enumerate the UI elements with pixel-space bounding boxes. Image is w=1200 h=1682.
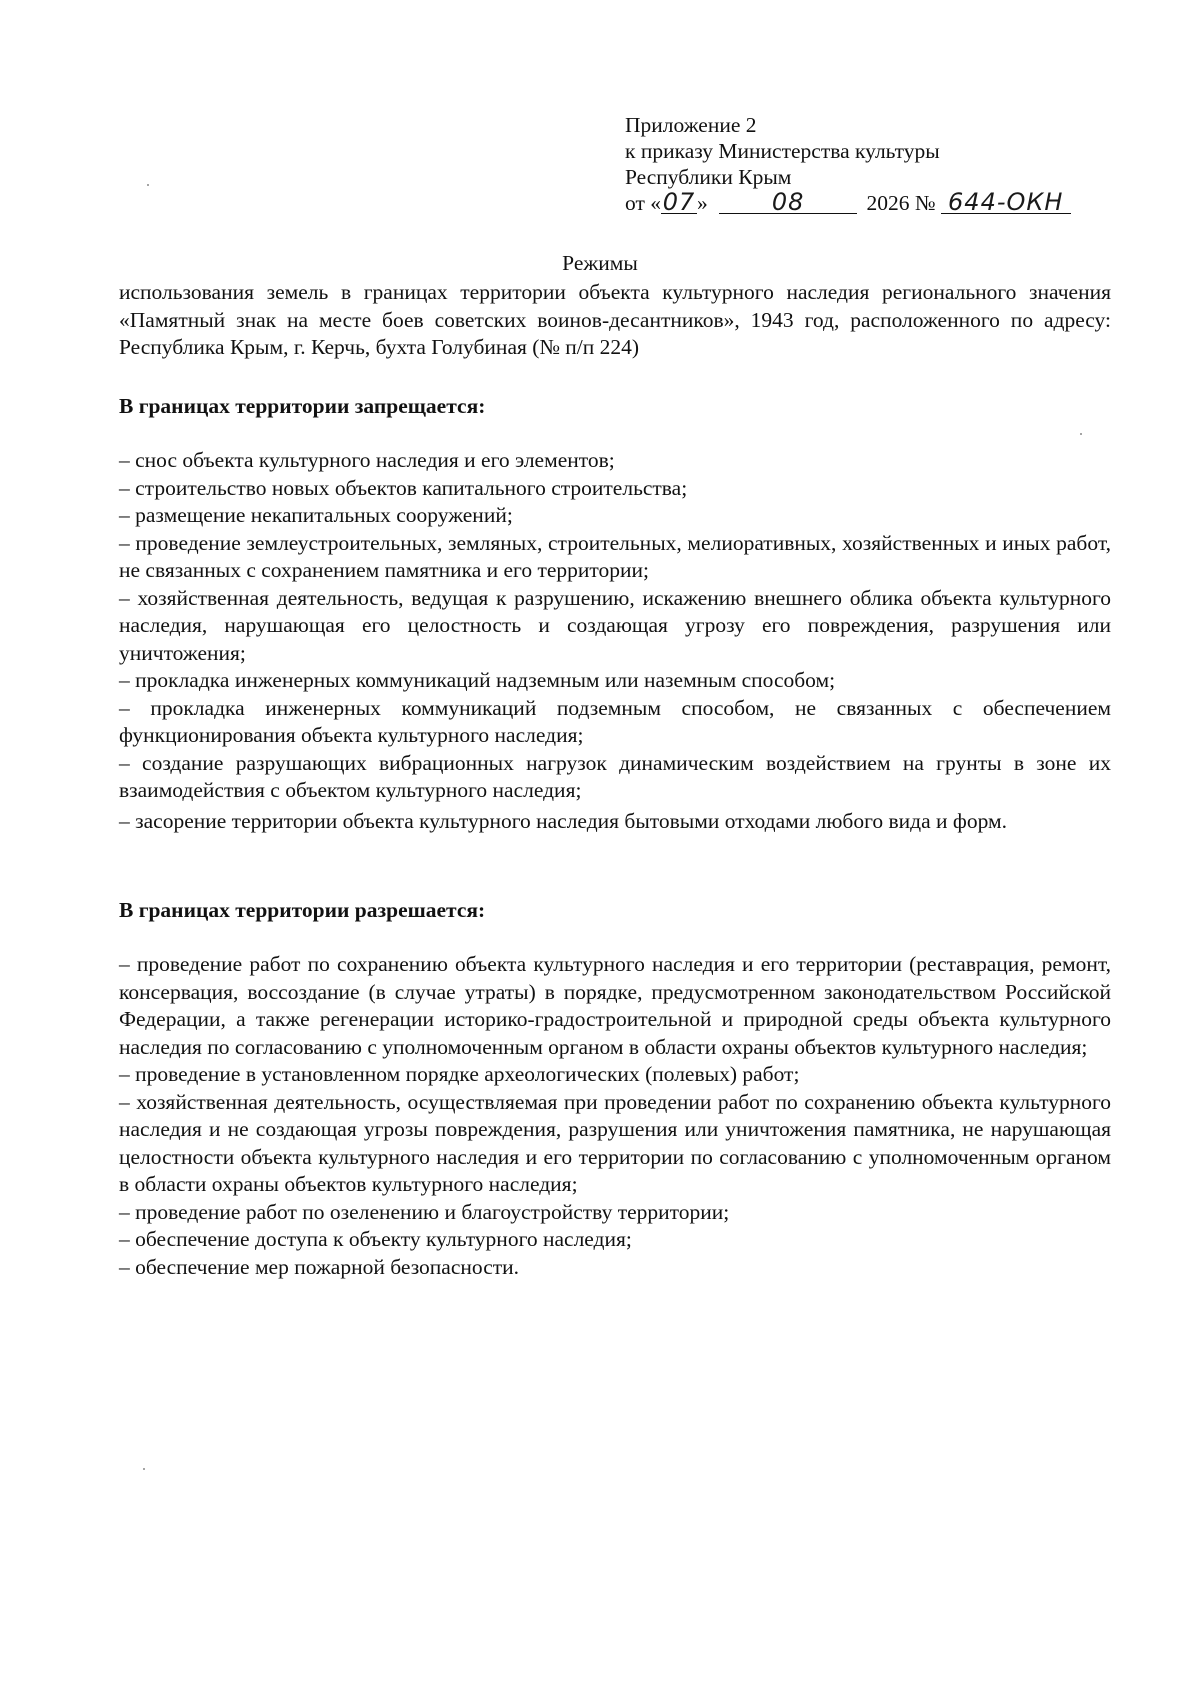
list-item: – обеспечение доступа к объекту культурного наследия;	[119, 1227, 632, 1251]
list-item: – засорение территории объекта культурного наследия бытовыми отходами любого вида и форм.	[119, 808, 1007, 833]
scan-speck	[143, 1468, 145, 1470]
order-number: 644-ОКН	[941, 191, 1071, 214]
appendix-issuer: Республики Крым	[625, 165, 792, 189]
list-item: – проведение в установленном порядке археологических (полевых) работ;	[119, 1062, 800, 1086]
order-month: 08	[719, 191, 857, 214]
list-item: – проведение землеустроительных, земляных, строительных, мелиоративных, хозяйственных и иных работ, не связанных с сохранением памятника и его территории;	[119, 530, 1111, 582]
appendix-order-reference: к приказу Министерства культуры	[625, 139, 940, 163]
subtitle-text: использования земель в границах территории объекта культурного наследия регионального значения «Памятный знак на месте боев советских воинов-десантников», 1943 год, расположенного по адресу: Республика Крым, г. Керчь, бухта Голубиная (№ п/п 224)	[119, 280, 1111, 359]
date-close: »	[697, 191, 708, 215]
list-item: – размещение некапитальных сооружений;	[119, 503, 513, 527]
list-item: – строительство новых объектов капитального строительства;	[119, 475, 688, 500]
order-year: 2026 №	[866, 191, 936, 215]
appendix-block	[625, 112, 1071, 220]
order-date-line	[625, 190, 1071, 220]
permitted-heading: В границах территории разрешается:	[119, 898, 486, 922]
list-item: – прокладка инженерных коммуникаций подземным способом, не связанных с обеспечением функционирования объекта культурного наследия;	[119, 695, 1111, 747]
list-item: – прокладка инженерных коммуникаций надземным или наземным способом;	[119, 668, 836, 692]
appendix-number: Приложение 2	[625, 113, 757, 137]
list-item: – проведение работ по озеленению и благоустройству территории;	[119, 1199, 730, 1224]
document-subtitle	[119, 279, 1111, 362]
list-item: – снос объекта культурного наследия и его элементов;	[119, 448, 615, 472]
list-item: – обеспечение мер пожарной безопасности.	[119, 1254, 520, 1279]
prohibited-list	[119, 447, 1111, 838]
scan-speck	[1080, 433, 1082, 435]
document-title: Режимы	[562, 251, 638, 275]
prohibited-heading: В границах территории запрещается:	[119, 394, 486, 418]
scan-speck	[147, 184, 149, 186]
list-item: – хозяйственная деятельность, ведущая к разрушению, искажению внешнего облика объекта культурного наследия, нарушающая его целостность и создающая угрозу его повреждения, разрушения или уничтожения;	[119, 585, 1111, 665]
order-day: 07	[662, 188, 696, 216]
list-item: – проведение работ по сохранению объекта культурного наследия и его территории (реставрация, ремонт, консервация, воссоздание (в случае утраты) в порядке, предусмотренном законодательством Российской Федерации, а также регенерации историко-градостроительной и природной среды объекта культурного наследия по согласованию с уполномоченным органом в области охраны объектов культурного наследия;	[119, 952, 1111, 1059]
list-item: – хозяйственная деятельность, осуществляемая при проведении работ по сохранению объекта культурного наследия и не создающая угрозы повреждения, разрушения или уничтожения памятника, не нарушающая целостности объекта культурного наследия и его территории по согласованию с уполномоченным органом в области охраны объектов культурного наследия;	[119, 1089, 1111, 1196]
permitted-list	[119, 951, 1111, 1281]
list-item: – создание разрушающих вибрационных нагрузок динамическим воздействием на грунты в зоне их взаимодействия с объектом культурного наследия;	[119, 750, 1111, 802]
date-prefix: от «	[625, 191, 661, 215]
